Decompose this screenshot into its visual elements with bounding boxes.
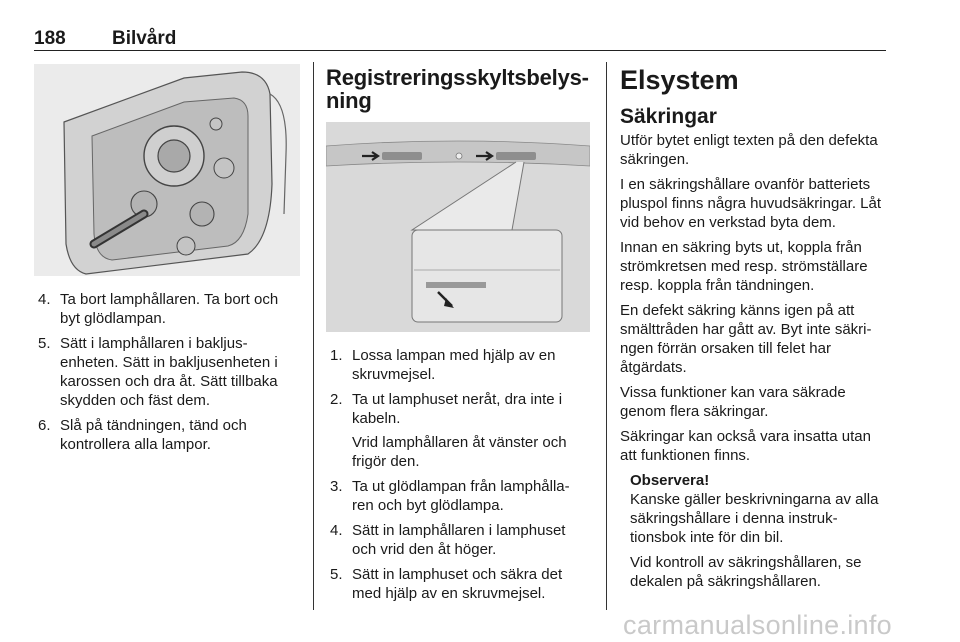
tail-lamp-drawing: [34, 64, 300, 276]
paragraph: En defekt säkring känns igen på att smälttråden har gått av. Byt inte säkri-ngen förrän orsaken till felet har åtgärdats.: [620, 302, 872, 376]
note-paragraph: Vid kontroll av säkringshållaren, se dekalen på säkringshållaren.: [630, 554, 862, 590]
section-title: Registreringsskyltsbelys-ning: [326, 65, 589, 113]
chapter-title: Bilvård: [112, 28, 177, 49]
note-title: Observera!: [630, 472, 710, 489]
column-divider: [606, 62, 607, 610]
column-1: [34, 62, 300, 460]
list-item: 1. Lossa lampan med hjälp av en skruvmejsel.: [330, 347, 556, 383]
list-item: 4. Ta bort lamphållaren. Ta bort och byt glödlampan.: [38, 291, 279, 327]
column-2: [326, 62, 590, 609]
paragraph: Säkringar kan också vara insatta utan att funktionen finns.: [620, 428, 871, 464]
list-item: 5. Sätt in lamphuset och säkra det med hjälp av en skruvmejsel.: [330, 566, 563, 602]
step-list: [326, 346, 590, 603]
list-item: 2. Ta ut lamphuset neråt, dra inte i kabeln. Vrid lamphållaren åt vänster och frigör den.: [330, 391, 567, 470]
column-3: [620, 62, 888, 597]
tail-lamp-illustration: [34, 64, 300, 276]
list-item: 5. Sätt i lamphållaren i bakljus-enheten. Sätt in bakljusenheten i karossen och dra åt. Sätt tillbaka skydden och fäst dem.: [38, 335, 278, 409]
column-divider: [313, 62, 314, 610]
license-plate-lamp-illustration: [326, 122, 590, 332]
list-item: 4. Sätt in lamphållaren i lamphuset och vrid den åt höger.: [330, 522, 566, 558]
paragraph: Utför bytet enligt texten på den defekta säkringen.: [620, 132, 878, 168]
page-header: [34, 28, 886, 51]
paragraph: Innan en säkring byts ut, koppla från strömkretsen med resp. strömställare resp. koppla från tändningen.: [620, 239, 868, 294]
note-box: [620, 471, 888, 591]
step-list: [34, 290, 300, 454]
page-number: 188: [34, 28, 66, 49]
list-item: 6. Slå på tändningen, tänd och kontrollera alla lampor.: [38, 417, 247, 453]
subsection-title: Säkringar: [620, 105, 717, 128]
list-item: 3. Ta ut glödlampan från lamphålla-ren och byt glödlampa.: [330, 478, 570, 514]
license-plate-drawing: [326, 122, 590, 332]
paragraph: I en säkringshållare ovanför batteriets pluspol finns några huvudsäkringar. Låt vid behov en verkstad byta dem.: [620, 176, 882, 231]
paragraph: Vissa funktioner kan vara säkrade genom flera säkringar.: [620, 384, 846, 420]
watermark: carmanualsonline.info: [623, 610, 892, 640]
note-paragraph: Kanske gäller beskrivningarna av alla säkringshållare i denna instruk-tionsbok inte för din bil.: [630, 491, 879, 546]
chapter-section-title: Elsystem: [620, 65, 739, 95]
